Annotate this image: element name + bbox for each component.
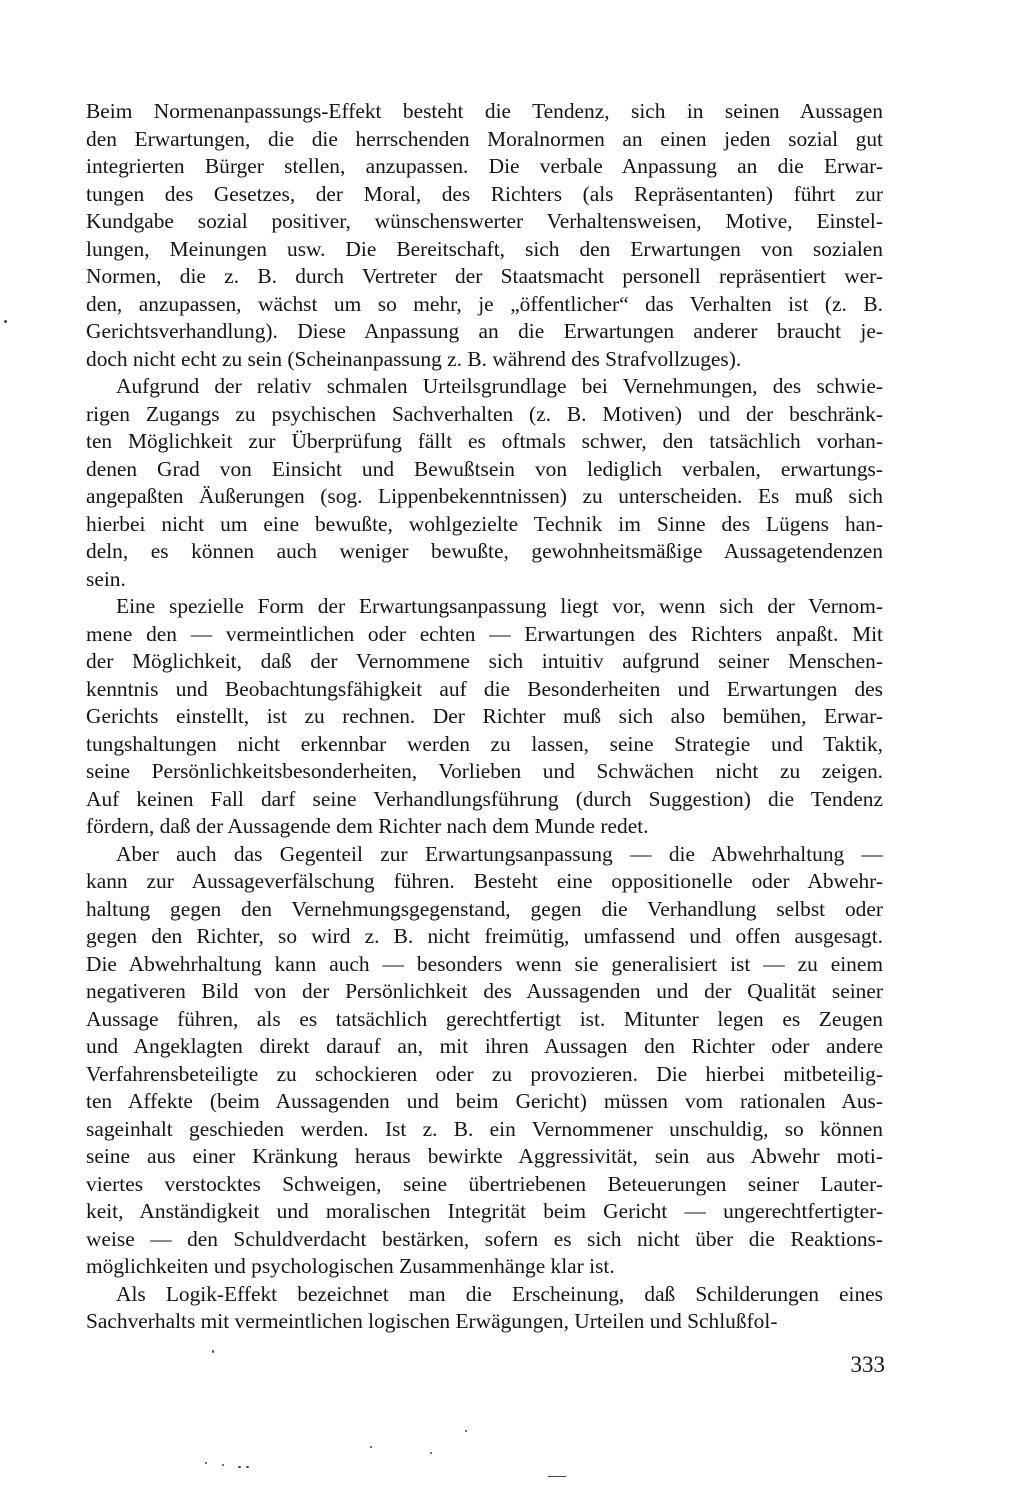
text-line: integrierten Bürger stellen, anzupassen. Die verbale Anpassung an die Erwar- [86, 154, 883, 178]
text-line: ten Affekte (beim Aussagenden und beim Gericht) müssen vom rationalen Aus- [86, 1089, 883, 1113]
text-line: Beim Normenanpassungs-Effekt besteht die Tendenz, sich in seinen Aussagen [86, 99, 883, 123]
text-line: tungen des Gesetzes, der Moral, des Richters (als Repräsentanten) führt zur [86, 181, 883, 206]
text-line: Die Abwehrhaltung kann auch — besonders wenn sie generalisiert ist — zu einem [86, 951, 883, 976]
text-line: Normen, die z. B. durch Vertreter der Staatsmacht personell repräsentiert wer- [86, 264, 883, 288]
page-number: 333 [850, 1352, 885, 1377]
text-line: kenntnis und Beobachtungsfähigkeit auf die Besonderheiten und Erwartungen des [86, 676, 883, 701]
text-line: der Möglichkeit, daß der Vernommene sich intuitiv aufgrund seiner Menschen- [86, 649, 883, 673]
scan-speck [246, 1466, 249, 1468]
text-line: rigen Zugangs zu psychischen Sachverhalten (z. B. Motiven) und der beschränk- [86, 401, 883, 426]
text-line: Aufgrund der relativ schmalen Urteilsgrundlage bei Vernehmungen, des schwie- [116, 374, 883, 398]
text-line: den, anzupassen, wächst um so mehr, je „öffentlicher“ das Verhalten ist (z. B. [86, 291, 883, 316]
text-line: angepaßten Äußerungen (sog. Lippenbekenntnissen) zu unterscheiden. Es muß sich [86, 484, 883, 508]
text-line: weise — den Schuldverdacht bestärken, sofern es sich nicht über die Reaktions- [86, 1226, 883, 1251]
text-line: Gerichtsverhandlung). Diese Anpassung an die Erwartungen anderer braucht je- [86, 319, 883, 343]
scan-speck [430, 1452, 432, 1454]
scan-speck [205, 1462, 207, 1464]
text-line: Auf keinen Fall darf seine Verhandlungsführung (durch Suggestion) die Tendenz [86, 786, 883, 811]
text-line: keit, Anständigkeit und moralischen Integrität beim Gericht — ungerechtfertigter- [86, 1199, 883, 1223]
text-line: gegen den Richter, so wird z. B. nicht freimütig, umfassend und offen ausgesagt. [86, 924, 883, 948]
text-line: viertes verstocktes Schweigen, seine übertriebenen Beteuerungen seiner Lauter- [86, 1171, 883, 1196]
text-line: hierbei nicht um eine bewußte, wohlgezielte Technik im Sinne des Lügens han- [86, 511, 883, 536]
text-line: möglichkeiten und psychologischen Zusammenhänge klar ist. [86, 1254, 615, 1278]
paragraph [86, 841, 883, 1281]
text-line: lungen, Meinungen usw. Die Bereitschaft, sich den Erwartungen von sozialen [86, 236, 883, 261]
text-line: den Erwartungen, die die herrschenden Moralnormen an einen jeden sozial gut [86, 126, 883, 151]
scan-speck [465, 1430, 467, 1432]
text-line: Eine spezielle Form der Erwartungsanpassung liegt vor, wenn sich der Vernom- [116, 594, 883, 618]
text-line: doch nicht echt zu sein (Scheinanpassung z. B. während des Strafvollzuges). [86, 346, 742, 371]
scan-speck [4, 320, 7, 323]
text-line: deln, es können auch weniger bewußte, gewohnheitsmäßige Aussagetendenzen [86, 539, 883, 563]
text-line: Als Logik-Effekt bezeichnet man die Erscheinung, daß Schilderungen eines [116, 1281, 883, 1306]
paragraph [86, 373, 883, 593]
text-line: sageinhalt geschieden werden. Ist z. B. ein Vernommener unschuldig, so können [86, 1116, 883, 1141]
scan-speck [238, 1466, 241, 1468]
body-text [86, 98, 883, 1336]
text-line: seine aus einer Kränkung heraus bewirkte Aggressivität, sein aus Abwehr moti- [86, 1144, 883, 1168]
scan-speck [370, 1446, 372, 1448]
text-line: Gerichts einstellt, ist zu rechnen. Der Richter muß sich also bemühen, Erwar- [86, 704, 883, 728]
text-line: kann zur Aussageverfälschung führen. Besteht eine oppositionelle oder Abwehr- [86, 869, 883, 893]
text-line: tungshaltungen nicht erkennbar werden zu lassen, seine Strategie und Taktik, [86, 731, 883, 756]
text-line: Sachverhalts mit vermeintlichen logischen Erwägungen, Urteilen und Schlußfol- [86, 1309, 778, 1333]
scan-speck [548, 1476, 566, 1477]
text-line: Aber auch das Gegenteil zur Erwartungsanpassung — die Abwehrhaltung — [116, 841, 883, 866]
paragraph [86, 98, 883, 373]
text-line: mene den — vermeintlichen oder echten — Erwartungen des Richters anpaßt. Mit [86, 621, 883, 646]
text-line: sein. [86, 566, 126, 591]
text-line: fördern, daß der Aussagende dem Richter nach dem Munde redet. [86, 814, 649, 838]
scan-speck [212, 1350, 214, 1353]
text-line: und Angeklagten direkt darauf an, mit ihren Aussagen den Richter oder andere [86, 1034, 883, 1058]
text-line: denen Grad von Einsicht und Bewußtsein von lediglich verbalen, erwartungs- [86, 456, 883, 481]
paragraph [86, 593, 883, 841]
paragraph [86, 1281, 883, 1336]
text-line: seine Persönlichkeitsbesonderheiten, Vorlieben und Schwächen nicht zu zeigen. [86, 759, 883, 783]
text-line: ten Möglichkeit zur Überprüfung fällt es oftmals schwer, den tatsächlich vorhan- [86, 429, 883, 453]
text-line: Kundgabe sozial positiver, wünschenswerter Verhaltensweisen, Motive, Einstel- [86, 209, 883, 233]
text-line: Verfahrensbeteiligte zu schockieren oder zu provozieren. Die hierbei mitbeteilig- [86, 1061, 883, 1086]
text-line: Aussage führen, als es tatsächlich gerechtfertigt ist. Mitunter legen es Zeugen [86, 1006, 883, 1031]
scan-speck [222, 1464, 224, 1466]
text-line: haltung gegen den Vernehmungsgegenstand, gegen die Verhandlung selbst oder [86, 896, 883, 921]
text-line: negativeren Bild von der Persönlichkeit des Aussagenden und der Qualität seiner [86, 979, 883, 1003]
